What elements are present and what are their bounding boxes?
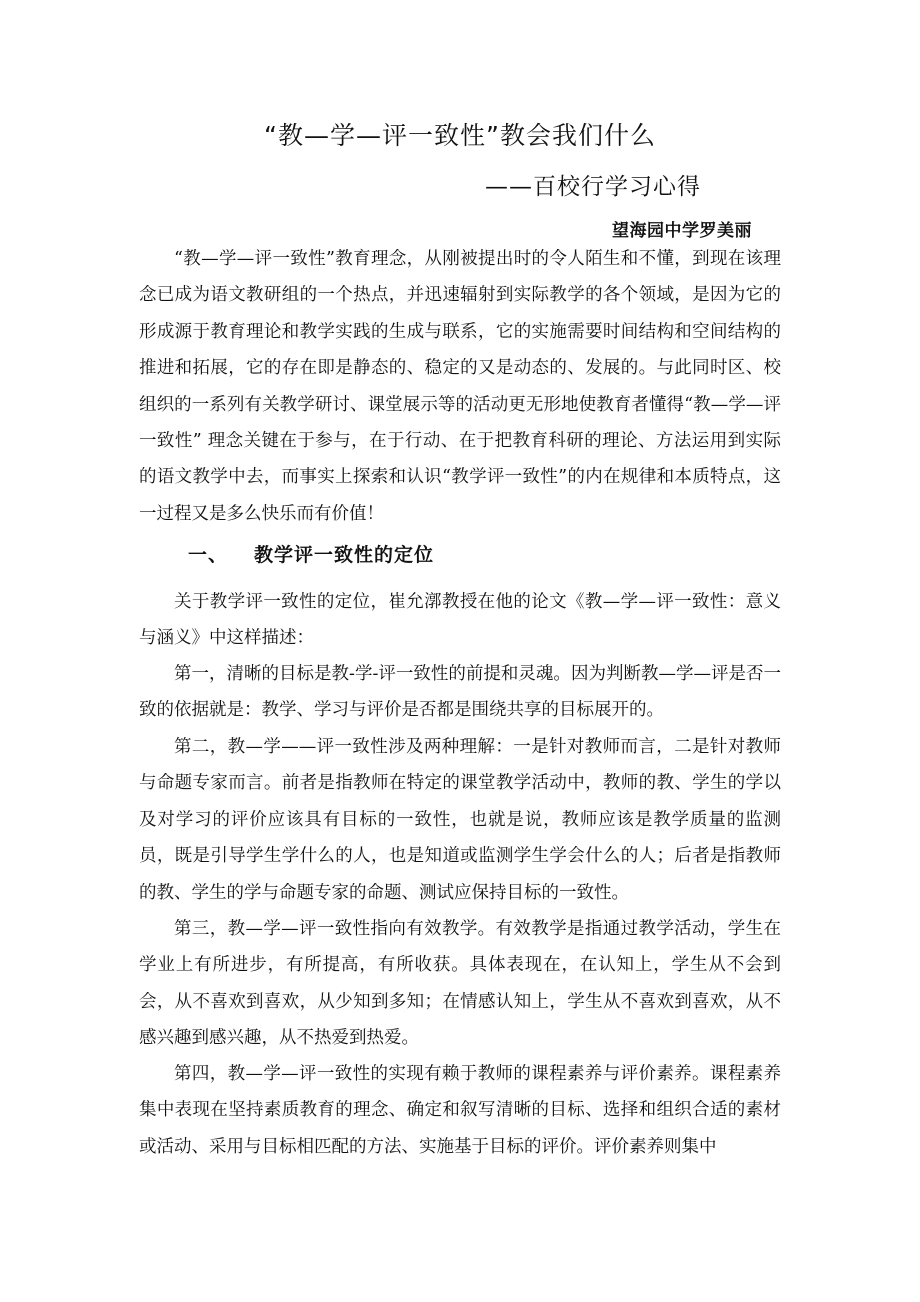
- section-heading: [188, 540, 434, 567]
- paragraph-third-point: 第三，教—学—评一致性指向有效教学。有效教学是指通过教学活动，学生在学业上有所进步，有所提高，有所收获。具体表现在，在认知上，学生从不会到会，从不喜欢到喜欢，从少知到多知；在情感认知上，学生从不喜欢到喜欢，从不感兴趣到感兴趣，从不热爱到热爱。: [139, 919, 781, 1049]
- document-title: “教—学—评一致性”教会我们什么: [264, 121, 656, 150]
- document-subtitle: ——百校行学习心得: [485, 174, 701, 200]
- paragraph-fourth-point: 第四，教—学—评一致性的实现有赖于教师的课程素养与评价素养。课程素养集中表现在坚持素质教育的理念、确定和叙写清晰的目标、选择和组织合适的素材或活动、采用与目标相匹配的方法、实施基于目标的评价。评价素养则集中: [139, 1064, 781, 1157]
- paragraph-second-point: 第二，教—学——评一致性涉及两种理解：一是针对教师而言，二是针对教师与命题专家而言。前者是指教师在特定的课堂教学活动中，教师的教、学生的学以及对学习的评价应该具有目标的一致性，也就是说，教师应该是教学质量的监测员，既是引导学生学什么的人，也是知道或监测学生学会什么的人；后者是指教师的教、学生的学与命题专家的命题、测试应保持目标的一致性。: [139, 737, 781, 903]
- intro-paragraph: “教—学—评一致性”教育理念，从刚被提出时的令人陌生和不懂，到现在该理念已成为语文教研组的一个热点，并迅速辐射到实际教学的各个领域，是因为它的形成源于教育理论和教学实践的生成与联系，它的实施需要时间结构和空间结构的推进和拓展，它的存在即是静态的、稳定的又是动态的、发展的。与此同时区、校组织的一系列有关教学研讨、课堂展示等的活动更无形地使教育者懂得“教—学—评一致性” 理念关键在于参与，在于行动、在于把教育科研的理论、方法运用到实际的语文教学中去，而事实上探索和认识“教学评一致性”的内在规律和本质特点，这一过程又是多么快乐而有价值！: [139, 249, 781, 524]
- paragraph-citation: 关于教学评一致性的定位，崔允漷教授在他的论文《教—学—评一致性：意义与涵义》中这样描述：: [139, 592, 781, 649]
- section-heading-text: 教学评一致性的定位: [254, 544, 435, 566]
- section-number: 一、: [188, 544, 229, 566]
- paragraph-first-point: 第一，清晰的目标是教-学-评一致性的前提和灵魂。因为判断教—学—评是否一致的依据就是：教学、学习与评价是否都是围绕共享的目标展开的。: [139, 664, 781, 721]
- author-line: 望海园中学罗美丽: [612, 221, 752, 241]
